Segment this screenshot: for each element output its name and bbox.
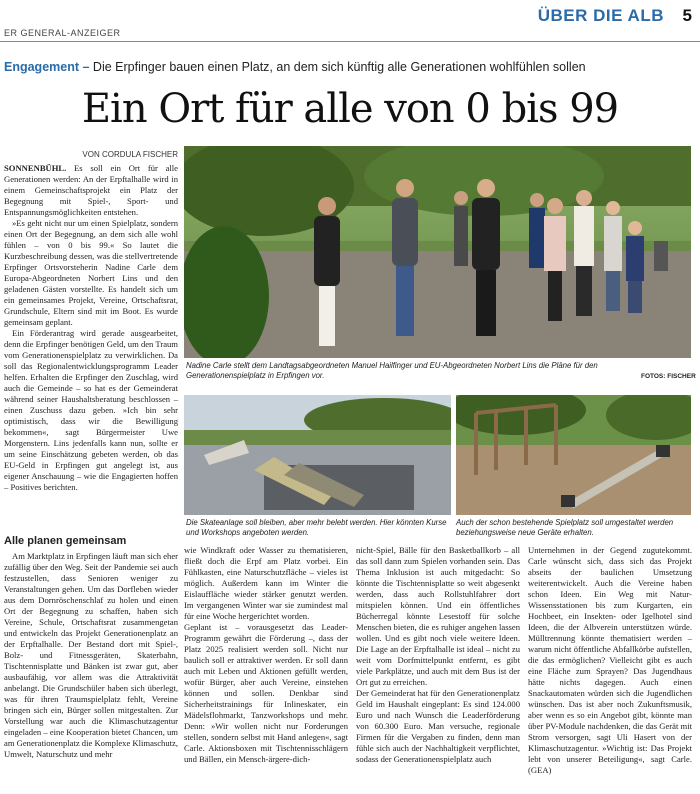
headline: Ein Ort für alle von 0 bis 99 <box>81 86 619 132</box>
article-paragraph: »Es geht nicht nur um einen Spielplatz, sondern einen Ort der Begegnung, an dem sich alle wohl fühlen – von 0 bis 99.« So lautet die Kurzbeschreibung dessen, was die stellvertretende Erpfinger Ortsvorsteherin Nadine Carle dem Europa-Abgeordneten Norbert Lins und den geladenen Gästen vorstellte. Es handelt sich um ein gemeinsames Projekt, Vereine, Ortschaftsrat, Grundschule, Eltern sind mit im Boot. Es wurde gemeinsam geplant. <box>4 218 178 327</box>
header-rule <box>0 41 700 42</box>
skate-photo-caption: Die Skateanlage soll bleiben, aber mehr belebt werden. Hier könnten Kurse und Workshops angeboten werden. <box>186 518 447 537</box>
playground-photo-caption: Auch der schon bestehende Spielplatz soll umgestaltet werden beziehungsweise neue Geräte erhalten. <box>456 518 674 537</box>
header-section: ÜBER DIE ALB <box>537 6 664 25</box>
playground-image <box>456 395 691 515</box>
kicker-lead: Engagement – <box>4 60 90 74</box>
article-column-1-top <box>4 163 178 493</box>
skate-photo <box>184 395 451 515</box>
group-photo-image <box>184 146 691 358</box>
article-column-3: nicht-Spiel, Bälle für den Basketballkorb – all das soll dann zum Spielen vorhanden sein. Das Thema Inklusion ist auch mitgedacht: So könnte die Tischtennisplatte so weit abgesenkt werden, dass auch Rollstuhlfahrer dort mitspielen können. Und ein öffentliches Bücherregal könnte Lesestoff für solche Menschen bieten, die es ruhiger angehen lassen wollen. Und es gibt noch viele weitere Ideen. Die Lage an der Erpftalhalle ist ideal – nicht zu weit vom Dorfmittelpunkt entfernt, es gibt viele Parkplätze, und auch mit dem Bus ist der Ort gut zu erreichen. Der Gemeinderat hat für den Generationenplatz Geld im Haushalt eingeplant: Es sind 124.000 Euro und nach Wunsch die Leaderförderung von 60.300 Euro. Man versuche, regionale Firmen für die Vergaben zu finden, denn man fühle sich auch der Nachhaltigkeit verpflichtet, sodass der Generationenspielplatz auch <box>356 545 520 764</box>
main-photo <box>184 146 691 358</box>
photo-credit: FOTOS: FISCHER <box>641 373 696 380</box>
article-column-1-bottom <box>4 531 178 760</box>
article-paragraph: Ein Förderantrag wird gerade ausgearbeitet, denn die Erpfinger benötigen Geld, um den Traum vom Generationenspielplatz zu verwirklichen. Da soll das Regionalentwicklungsprogramm Leader helfen. Erhalten die Erpfinger den Zuschlag, wird auch die Gemeinde – so hat es der Gemeinderat während seiner Haushaltsberatung beschlossen – einen Zuschuss dazu geben. »Ich bin sehr optimistisch, dass wir die Bewilligung bekommen«, sagt Bürgermeister Uwe Morgenstern. Lins jedenfalls kann nun, sollte er um seine Einschätzung gebeten werden, ob das EU-Geld in Erpfingen gut angelegt ist, aus eigener Anschauung – wie die Engagierten hoffen – Positives berichten. <box>4 328 178 492</box>
kicker-text: Die Erpfinger bauen einen Platz, an dem sich künftig alle Generationen wohlfühlen sollen <box>92 60 586 74</box>
header-page-number: 5 <box>682 6 692 25</box>
header-paper-name: ER GENERAL-ANZEIGER <box>4 28 121 38</box>
article-column-2: wie Windkraft oder Wasser zu thematisieren, fließt doch die Erpf am Platz vorbei. Ein Fühlkasten, eine Naturschutzfläche – vieles ist möglich. Außerdem kann im Winter die Eislauffläche wieder stärker genutzt werden. Im vergangenen Winter war sie zumindest mal für eine Woche hergerichtet worden. Geplant ist – vorausgesetzt das Leader-Programm gewährt die Förderung –, dass der Platz 2025 realisiert werden soll. Nicht nur baulich soll er attraktiver werden. Er soll dann auch mit Leben und Aktionen gefüllt werden, wofür Bürger, aber auch Vereine, einstehen können und sollen. Denkbar sind Sicherheitstrainings für Inlineskater, ein Mädelsflohmarkt, Tanzworkshops und mehr. Denn: »Wir wollen nicht nur Forderungen stellen, sondern selbst mit Hand anlegen«, sagt Carle. Aktionsboxen mit Tischtennisschlägern und Bällen, ein Mensch-ärgere-dich- <box>184 545 348 764</box>
playground-photo <box>456 395 691 515</box>
byline: VON CORDULA FISCHER <box>82 150 178 159</box>
skate-park-image <box>184 395 451 515</box>
kicker <box>4 60 586 74</box>
intro-paragraph: SONNENBÜHL. Es soll ein Ort für alle Generationen werden: An der Erpftalhalle wird in einem Gemeinschaftsprojekt ein Platz der Begegnung mit Spiel-, Sport- und Entspannungsmöglichkeiten entstehen. <box>4 163 178 217</box>
dateline: SONNENBÜHL. <box>4 163 67 173</box>
article-paragraph: Am Marktplatz in Erpfingen läuft man sich eher zufällig über den Weg. Seit der Pandemie sei auch festzustellen, dass Senioren weniger zu Veranstaltungen gehen. Um das Dorfleben wieder aus dem Dornröschenschlaf zu holen und einen Ort der Begegnung zu schaffen, haben sich Vereine, Schule, Ortschaftsrat zusammengetan und entwickeln das Projekt Generationenplatz an der Erpftalhalle. Der Bestand dort mit Spiel-, Bolz- und Fitnessgeräten, Skaterbahn, Tischtennisplatte und Bänken ist zwar gut, aber ausbaufähig, vor allem was die Attraktivität anbelangt. Die Grundschüler haben sich überlegt, was für ihren Traumspielplatz fehlt, Vereine bringen sich ein, Bürger sollen mitgestalten. Zur Vorstellung war auch die Klimaschutzagentur eingeladen – eine Kooperation bietet Chancen, um am Generationenplatz die Komplexe Klimaschutz, Umwelt, Naturschutz und mehr <box>4 551 178 759</box>
main-photo-caption: Nadine Carle stellt dem Landtagsabgeordneten Manuel Hailfinger und EU-Abgeordneten Norbert Lins die Pläne für den Generationenspielplatz in Erpfingen vor. <box>186 361 598 380</box>
subheadline: Alle planen gemeinsam <box>4 535 127 547</box>
article-column-4: Unternehmen in der Gegend zugutekommt. Carle wünscht sich, dass sich das Projekt abseits der baulichen Umsetzung weiterentwickelt. Auch die Vereine haben schon Ideen. Ein Weg mit Natur-Wissensstationen bis zum Kurgarten, ein Hochbeet, ein Insekten- oder Igelhotel sind Ideen, die der Albverein unterstützen würde. Mülltrennung könnte thematisiert werden – warum nicht öffentliche Abfallkörbe aufstellen, die das ermöglichen? Vielleicht gibt es auch eine Fläche zum Sprayen? Das Jugendhaus hätte nichts dagegen. Auch einen Snackautomaten würden sich die Jugendlichen wünschen. Das ist aber noch Zukunftsmusik, aber wenn es so ein Angebot gibt, könnte man über PV-Module nachdenken, die das Gerät mit Strom versorgen, sagt Uli Hasert von der Klimaschutzagentur. »Wichtig ist: Das Projekt lebt von unserer Beteiligung«, sagt Carle. (GEA) <box>528 545 692 775</box>
